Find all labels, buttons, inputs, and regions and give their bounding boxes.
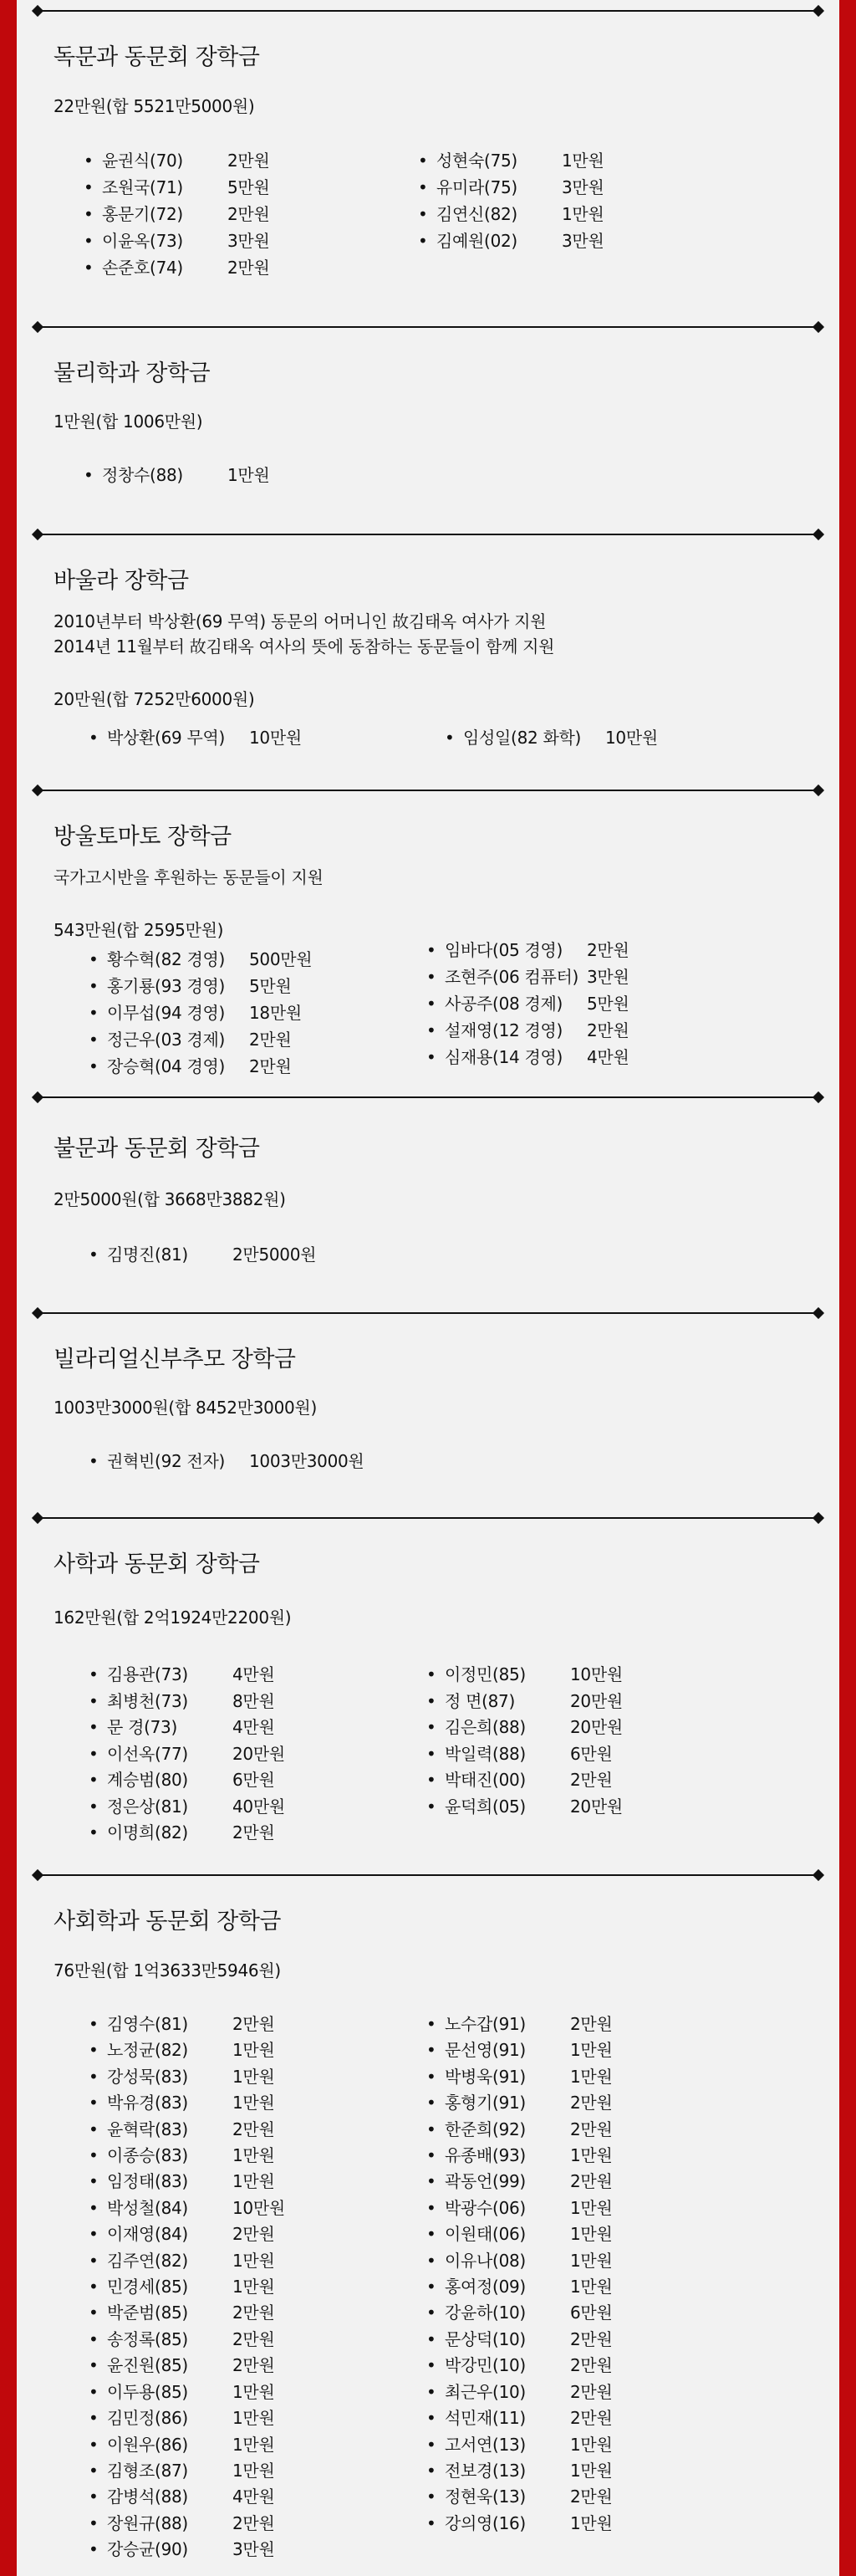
donor-name: 정근우(03 경제)	[107, 1030, 226, 1050]
donor-item	[418, 2221, 612, 2247]
donation-amount: 1만원	[232, 2434, 275, 2455]
donor-list-left	[80, 946, 312, 1080]
donor-item	[418, 2300, 612, 2326]
donation-amount: 1003만3000원	[249, 1451, 364, 1471]
donor-item	[418, 2379, 612, 2405]
donor-item	[80, 2432, 285, 2458]
donation-amount: 3만원	[587, 967, 629, 987]
donor-item	[80, 2248, 285, 2274]
donor-item	[418, 2117, 612, 2143]
left-red-border	[0, 0, 17, 2576]
donor-name: 유종배(93)	[445, 2145, 526, 2166]
donor-item	[418, 2064, 612, 2090]
donor-name: 강성묵(83)	[107, 2066, 188, 2087]
donor-name: 윤덕희(05)	[445, 1796, 526, 1817]
donation-amount: 2만원	[232, 2355, 275, 2376]
donor-item	[418, 1794, 623, 1821]
donor-list-right	[436, 724, 658, 751]
donor-name: 김주연(82)	[107, 2250, 188, 2271]
donor-item	[80, 2090, 285, 2116]
donor-name: 홍여정(09)	[445, 2277, 526, 2297]
donor-item	[410, 147, 604, 174]
donor-name: 정창수(88)	[102, 465, 183, 485]
donor-item	[418, 1689, 623, 1715]
donor-item	[418, 2248, 612, 2274]
donation-amount: 1만원	[227, 465, 270, 485]
donor-item	[80, 2221, 285, 2247]
donor-list-left	[80, 1448, 364, 1475]
donor-name: 김민정(86)	[107, 2408, 188, 2429]
donor-name: 윤혁락(83)	[107, 2119, 188, 2139]
donor-name: 성현숙(75)	[436, 151, 517, 171]
donor-name: 이두용(85)	[107, 2381, 188, 2402]
section-divider	[33, 1869, 823, 1881]
donor-name: 이재영(84)	[107, 2224, 188, 2245]
donor-list-right	[418, 937, 629, 1071]
donation-amount: 2만5000원	[232, 1245, 317, 1265]
donor-name: 곽동언(99)	[445, 2171, 526, 2192]
section-divider	[33, 321, 823, 333]
section-description-line: 2014년 11월부터 故김태옥 여사의 뜻에 동참하는 동문들이 함께 지원	[54, 636, 555, 657]
donor-name: 노수갑(91)	[445, 2014, 526, 2034]
donation-amount: 4만원	[587, 1047, 629, 1067]
donor-item	[418, 2484, 612, 2510]
donor-item	[418, 990, 629, 1017]
donor-name: 강의영(16)	[445, 2512, 526, 2533]
right-red-border	[839, 0, 856, 2576]
donor-name: 이명희(82)	[107, 1822, 188, 1843]
donor-item	[75, 174, 269, 201]
donor-name: 홍기룡(93 경영)	[107, 976, 226, 996]
donor-list-left	[75, 462, 269, 488]
donor-item	[80, 2484, 285, 2510]
donation-amount: 2만원	[587, 1020, 629, 1040]
donation-amount: 2만원	[227, 151, 270, 171]
section-title: 사회학과 동문회 장학금	[54, 1909, 281, 1935]
donation-amount: 4만원	[232, 1717, 275, 1737]
donation-amount: 1만원	[232, 2381, 275, 2402]
donation-amount: 18만원	[249, 1003, 302, 1023]
section-divider	[33, 529, 823, 540]
donor-name: 김형조(87)	[107, 2460, 188, 2481]
donor-name: 이무섭(94 경영)	[107, 1003, 226, 1023]
donor-name: 감병석(88)	[107, 2487, 188, 2507]
donor-name: 송정록(85)	[107, 2328, 188, 2349]
donor-name: 권혁빈(92 전자)	[107, 1451, 226, 1471]
donor-name: 박성철(84)	[107, 2197, 188, 2218]
donor-name: 손준호(74)	[102, 258, 183, 278]
donor-item	[418, 2353, 612, 2379]
donor-name: 계승범(80)	[107, 1770, 188, 1790]
donor-name: 이원태(06)	[445, 2224, 526, 2245]
donor-name: 박일력(88)	[445, 1743, 526, 1764]
donor-item	[418, 1044, 629, 1071]
donor-item	[418, 2169, 612, 2195]
donation-amount: 2만원	[249, 1056, 292, 1076]
donor-name: 박상환(69 무역)	[107, 728, 226, 748]
donor-item	[80, 1448, 364, 1475]
donation-amount: 1만원	[570, 2277, 613, 2297]
donation-amount: 6만원	[570, 2303, 613, 2323]
donor-item	[418, 1017, 629, 1044]
donation-amount: 2만원	[227, 204, 270, 224]
donor-name: 사공주(08 경제)	[445, 994, 563, 1014]
donor-name: 박유경(83)	[107, 2093, 188, 2113]
section-divider	[33, 1091, 823, 1103]
donor-item	[80, 2537, 285, 2563]
donation-amount: 1만원	[570, 2224, 613, 2245]
donor-list-left	[80, 1241, 316, 1268]
section-amount: 22만원(합 5521만5000원)	[54, 96, 255, 116]
donation-amount: 1만원	[570, 2145, 613, 2166]
donation-amount: 3만원	[227, 231, 270, 251]
section-title: 사학과 동문회 장학금	[54, 1551, 260, 1577]
donor-name: 정 면(87)	[445, 1690, 515, 1711]
donation-amount: 2만원	[570, 2355, 613, 2376]
donor-item	[80, 2011, 285, 2037]
donor-name: 홍형기(91)	[445, 2093, 526, 2113]
donor-item	[418, 2405, 612, 2431]
section-amount: 2만5000원(합 3668만3882원)	[54, 1189, 286, 1209]
donation-amount: 2만원	[570, 2328, 613, 2349]
donor-name: 임정태(83)	[107, 2171, 188, 2192]
donor-item	[80, 2117, 285, 2143]
donor-name: 홍문기(72)	[102, 204, 183, 224]
donor-item	[80, 1767, 285, 1794]
donation-amount: 1만원	[232, 2408, 275, 2429]
section-title: 바울라 장학금	[54, 568, 189, 594]
donation-amount: 1만원	[570, 2040, 613, 2061]
section-divider	[33, 5, 823, 17]
donation-amount: 6만원	[570, 1743, 613, 1764]
donation-amount: 20만원	[570, 1717, 623, 1737]
donation-amount: 1만원	[232, 2250, 275, 2271]
section-title: 빌라리얼신부추모 장학금	[54, 1347, 296, 1372]
donor-item	[410, 201, 604, 227]
section-title: 독문과 동문회 장학금	[54, 44, 260, 70]
donor-list-right	[418, 1662, 623, 1820]
donation-amount: 3만원	[562, 177, 604, 197]
donation-amount: 1만원	[562, 151, 604, 171]
donor-name: 유미라(75)	[436, 177, 517, 197]
section-amount: 1003만3000원(합 8452만3000원)	[54, 1398, 317, 1418]
donor-name: 강윤하(10)	[445, 2303, 526, 2323]
donation-amount: 2만원	[570, 2014, 613, 2034]
donation-amount: 2만원	[570, 2487, 613, 2507]
donor-item	[410, 227, 604, 254]
section-title: 물리학과 장학금	[54, 360, 211, 386]
donor-item	[80, 2143, 285, 2169]
donation-amount: 2만원	[570, 2093, 613, 2113]
donor-name: 장승혁(04 경영)	[107, 1056, 226, 1076]
donor-item	[418, 2195, 612, 2221]
donation-amount: 500만원	[249, 949, 313, 969]
donor-item	[418, 937, 629, 963]
donor-list-left	[80, 2011, 285, 2563]
donor-name: 김명진(81)	[107, 1245, 188, 1265]
donation-amount: 2만원	[232, 2303, 275, 2323]
donor-item	[80, 2064, 285, 2090]
donor-name: 김영수(81)	[107, 2014, 188, 2034]
donor-item	[418, 2432, 612, 2458]
donation-amount: 2만원	[232, 2014, 275, 2034]
donation-amount: 2만원	[587, 940, 629, 960]
section-amount: 76만원(합 1억3633만5946원)	[54, 1960, 281, 1981]
donor-name: 강승균(90)	[107, 2539, 188, 2560]
donor-item	[80, 2458, 285, 2484]
donor-item	[418, 2143, 612, 2169]
donor-name: 윤진원(85)	[107, 2355, 188, 2376]
donor-name: 이종승(83)	[107, 2145, 188, 2166]
donor-item	[80, 1715, 285, 1741]
donor-item	[80, 1689, 285, 1715]
donor-list-left	[80, 724, 302, 751]
donation-amount: 3만원	[232, 2539, 275, 2560]
donor-name: 박광수(06)	[445, 2197, 526, 2218]
donor-name: 김예원(02)	[436, 231, 517, 251]
donation-amount: 20만원	[232, 1743, 285, 1764]
donor-item	[418, 1715, 623, 1741]
donor-item	[418, 2090, 612, 2116]
donor-item	[418, 2274, 612, 2300]
donation-amount: 2만원	[570, 2381, 613, 2402]
donor-item	[75, 201, 269, 227]
donation-amount: 1만원	[232, 2171, 275, 2192]
section-divider	[33, 1512, 823, 1524]
donor-list-right	[418, 2011, 612, 2537]
donation-amount: 10만원	[232, 2197, 285, 2218]
donor-name: 최병천(73)	[107, 1690, 188, 1711]
donor-item	[418, 963, 629, 990]
donor-item	[75, 147, 269, 174]
section-divider	[33, 1307, 823, 1319]
donor-name: 장원규(88)	[107, 2512, 188, 2533]
donation-amount: 1만원	[232, 2093, 275, 2113]
donor-name: 김은희(88)	[445, 1717, 526, 1737]
donor-item	[80, 2379, 285, 2405]
donor-name: 조현주(06 컴퓨터)	[445, 967, 579, 987]
donation-amount: 2만원	[232, 1822, 275, 1843]
donor-item	[80, 1820, 285, 1847]
donor-item	[80, 2169, 285, 2195]
donation-amount: 1만원	[570, 2197, 613, 2218]
donor-item	[80, 2300, 285, 2326]
donation-amount: 2만원	[249, 1030, 292, 1050]
section-amount: 20만원(합 7252만6000원)	[54, 689, 255, 709]
donor-item	[80, 2195, 285, 2221]
donor-name: 문 경(73)	[107, 1717, 177, 1737]
donation-amount: 8만원	[232, 1690, 275, 1711]
donor-item	[436, 724, 658, 751]
donor-name: 조원국(71)	[102, 177, 183, 197]
donor-list-left	[75, 147, 269, 281]
donor-name: 이원우(86)	[107, 2434, 188, 2455]
donor-item	[75, 254, 269, 281]
section-title: 불문과 동문회 장학금	[54, 1136, 260, 1162]
section-description-line: 2010년부터 박상환(69 무역) 동문의 어머니인 故김태옥 여사가 지원	[54, 611, 547, 631]
section-description-line: 국가고시반을 후원하는 동문들이 지원	[54, 867, 324, 887]
donation-amount: 2만원	[570, 2171, 613, 2192]
donor-item	[418, 2037, 612, 2063]
donor-name: 이윤옥(73)	[102, 231, 183, 251]
donation-amount: 4만원	[232, 2487, 275, 2507]
donor-item	[80, 2511, 285, 2537]
donation-amount: 20만원	[570, 1690, 623, 1711]
donation-amount: 1만원	[232, 2066, 275, 2087]
donor-item	[80, 2405, 285, 2431]
donation-amount: 10만원	[249, 728, 302, 748]
donor-item	[80, 1026, 312, 1053]
donor-item	[418, 2458, 612, 2484]
donation-amount: 5만원	[227, 177, 270, 197]
donor-name: 전보경(13)	[445, 2460, 526, 2481]
donation-amount: 2만원	[232, 2119, 275, 2139]
donor-item	[80, 999, 312, 1026]
donation-amount: 2만원	[227, 258, 270, 278]
donation-amount: 4만원	[232, 1664, 275, 1684]
donor-name: 박태진(00)	[445, 1770, 526, 1790]
donor-item	[80, 2037, 285, 2063]
donation-amount: 5만원	[587, 994, 629, 1014]
donor-name: 박병욱(91)	[445, 2066, 526, 2087]
donation-amount: 2만원	[570, 1770, 613, 1790]
donation-amount: 1만원	[232, 2040, 275, 2061]
donor-item	[80, 946, 312, 973]
donor-item	[80, 1794, 285, 1821]
donor-item	[418, 1741, 623, 1768]
donor-item	[80, 973, 312, 999]
donor-item	[80, 2327, 285, 2353]
donation-amount: 1만원	[570, 2512, 613, 2533]
donor-name: 정현욱(13)	[445, 2487, 526, 2507]
donor-name: 이유나(08)	[445, 2250, 526, 2271]
donation-amount: 20만원	[570, 1796, 623, 1817]
donor-name: 이선옥(77)	[107, 1743, 188, 1764]
donor-item	[80, 1741, 285, 1768]
donor-name: 고서연(13)	[445, 2434, 526, 2455]
donor-item	[80, 1241, 316, 1268]
donation-amount: 1만원	[570, 2066, 613, 2087]
donor-item	[80, 2274, 285, 2300]
section-amount: 1만원(합 1006만원)	[54, 411, 203, 432]
donor-item	[418, 2327, 612, 2353]
donor-item	[418, 2011, 612, 2037]
section-title: 방울토마토 장학금	[54, 824, 232, 850]
donation-amount: 1만원	[570, 2460, 613, 2481]
donation-amount: 2만원	[232, 2512, 275, 2533]
donor-item	[80, 2353, 285, 2379]
donation-amount: 1만원	[562, 204, 604, 224]
donor-name: 김용관(73)	[107, 1664, 188, 1684]
donor-name: 노정균(82)	[107, 2040, 188, 2061]
donor-name: 석민재(11)	[445, 2408, 526, 2429]
donation-amount: 2만원	[232, 2224, 275, 2245]
donor-name: 임성일(82 화학)	[463, 728, 582, 748]
donation-amount: 40만원	[232, 1796, 285, 1817]
donation-amount: 2만원	[570, 2408, 613, 2429]
donor-name: 임바다(05 경영)	[445, 940, 563, 960]
donor-name: 문상덕(10)	[445, 2328, 526, 2349]
donor-item	[80, 1053, 312, 1080]
donation-amount: 10만원	[605, 728, 658, 748]
donor-name: 윤권식(70)	[102, 151, 183, 171]
donor-name: 민경세(85)	[107, 2277, 188, 2297]
donor-list-left	[80, 1662, 285, 1847]
section-amount: 543만원(합 2595만원)	[54, 920, 224, 940]
donor-name: 설재영(12 경영)	[445, 1020, 563, 1040]
donor-item	[418, 1767, 623, 1794]
donor-name: 김연신(82)	[436, 204, 517, 224]
donor-list-right	[410, 147, 604, 254]
donor-name: 박준범(85)	[107, 2303, 188, 2323]
donor-name: 한준희(92)	[445, 2119, 526, 2139]
donation-amount: 10만원	[570, 1664, 623, 1684]
donor-name: 이정민(85)	[445, 1664, 526, 1684]
donor-name: 황수혁(82 경영)	[107, 949, 226, 969]
section-amount: 162만원(합 2억1924만2200원)	[54, 1607, 292, 1628]
donor-name: 정은상(81)	[107, 1796, 188, 1817]
donor-item	[418, 1662, 623, 1689]
donation-amount: 2만원	[232, 2328, 275, 2349]
donor-name: 심재용(14 경영)	[445, 1047, 563, 1067]
donation-amount: 1만원	[570, 2250, 613, 2271]
donation-amount: 3만원	[562, 231, 604, 251]
donor-item	[80, 1662, 285, 1689]
donor-name: 박강민(10)	[445, 2355, 526, 2376]
donation-amount: 1만원	[570, 2434, 613, 2455]
donation-amount: 2만원	[570, 2119, 613, 2139]
donation-amount: 6만원	[232, 1770, 275, 1790]
donor-item	[80, 724, 302, 751]
donation-amount: 5만원	[249, 976, 292, 996]
donation-amount: 1만원	[232, 2460, 275, 2481]
donation-amount: 1만원	[232, 2277, 275, 2297]
donor-name: 최근우(10)	[445, 2381, 526, 2402]
donor-item	[75, 462, 269, 488]
donation-amount: 1만원	[232, 2145, 275, 2166]
donor-item	[418, 2511, 612, 2537]
donor-item	[410, 174, 604, 201]
donor-item	[75, 227, 269, 254]
section-divider	[33, 785, 823, 796]
donor-name: 문선영(91)	[445, 2040, 526, 2061]
